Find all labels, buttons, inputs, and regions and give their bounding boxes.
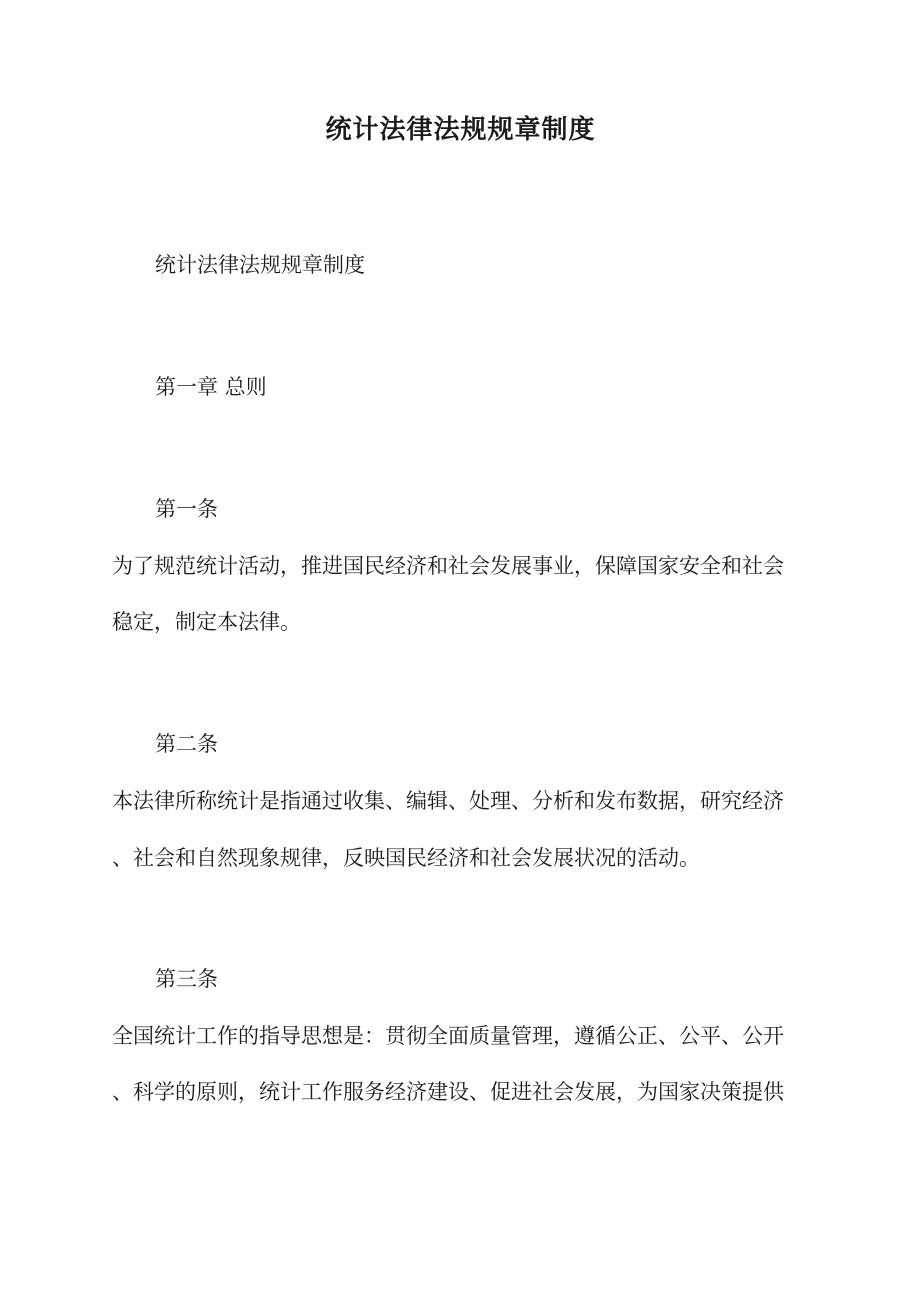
article-1-heading: 第一条	[155, 497, 218, 521]
chapter-heading: 第一章 总则	[155, 375, 267, 399]
document-title: 统计法律法规规章制度	[325, 115, 596, 145]
article-1-text-line: 为了规范统计活动，推进国民经济和社会发展事业，保障国家安全和社会	[112, 554, 784, 578]
article-3-text-line: 全国统计工作的指导思想是：贯彻全面质量管理，遵循公正、公平、公开	[112, 1024, 784, 1048]
article-2-text-line: 、社会和自然现象规律，反映国民经济和社会发展状况的活动。	[112, 846, 700, 870]
article-3-text-line: 、科学的原则，统计工作服务经济建设、促进社会发展，为国家决策提供	[112, 1080, 784, 1104]
article-2-heading: 第二条	[155, 732, 218, 756]
article-2-text-line: 本法律所称统计是指通过收集、编辑、处理、分析和发布数据，研究经济	[112, 789, 784, 813]
document-subtitle: 统计法律法规规章制度	[155, 253, 365, 277]
article-3-heading: 第三条	[155, 967, 218, 991]
article-1-text-line: 稳定，制定本法律。	[112, 610, 301, 634]
